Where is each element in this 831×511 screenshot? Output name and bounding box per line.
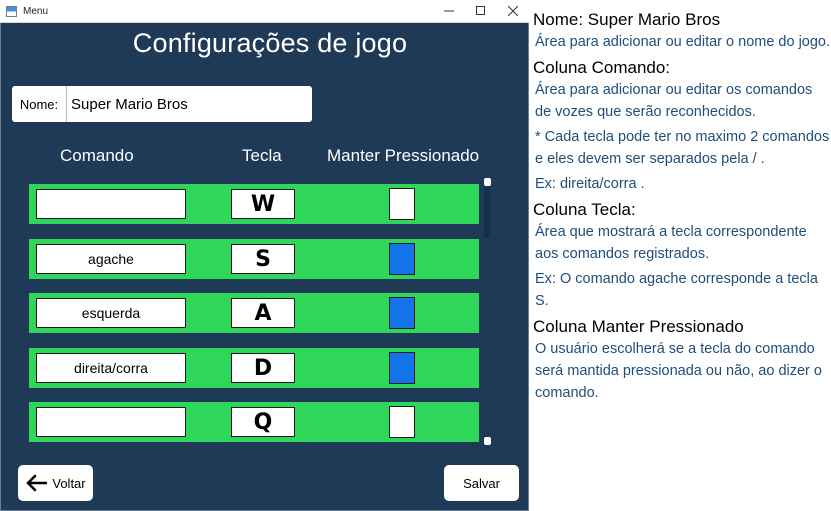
column-header-hold: Manter Pressionado: [327, 146, 480, 165]
help-text: O usuário escolherá se a tecla do comando será mantida pressionada ou não, ao dizer o comando.: [535, 341, 822, 401]
key-field: Q: [231, 407, 295, 437]
help-text: Área que mostrará a tecla correspondente aos comandos registrados.: [535, 224, 807, 262]
column-header-command: Comando: [60, 146, 134, 165]
command-row: [29, 348, 479, 388]
scroll-down-cap[interactable]: [484, 437, 491, 445]
scroll-up-cap[interactable]: [484, 178, 491, 186]
window-controls: [433, 0, 529, 22]
command-input[interactable]: esquerda: [36, 298, 186, 328]
save-button[interactable]: Salvar: [444, 465, 519, 501]
help-title: Coluna Comando:: [533, 58, 671, 77]
close-button[interactable]: [497, 0, 529, 22]
page-title: Configurações de jogo: [132, 28, 408, 58]
command-input[interactable]: direita/corra: [36, 353, 186, 383]
hold-checkbox[interactable]: [389, 297, 415, 329]
key-field: D: [231, 353, 295, 383]
help-section-name: [533, 8, 831, 53]
help-section-command: [533, 56, 831, 195]
help-text: * Cada tecla pode ter no maximo 2 comandos e eles devem ser separados pela / .: [535, 129, 830, 167]
key-field: S: [231, 244, 295, 274]
minimize-icon: [444, 6, 454, 16]
help-panel: [533, 8, 831, 407]
hold-checkbox[interactable]: [389, 352, 415, 384]
maximize-button[interactable]: [465, 0, 497, 22]
help-section-hold: [533, 315, 831, 404]
help-text: Ex: O comando agache corresponde a tecla S.: [535, 271, 818, 309]
title-bar: [0, 0, 529, 23]
name-field-group: [12, 86, 312, 122]
command-input[interactable]: agache: [36, 244, 186, 274]
close-icon: [508, 6, 518, 16]
command-row: [29, 293, 479, 333]
name-input[interactable]: [67, 87, 311, 121]
command-input[interactable]: [36, 189, 186, 219]
help-title: Coluna Tecla:: [533, 200, 636, 219]
key-field: A: [231, 298, 295, 328]
help-title: Coluna Manter Pressionado: [533, 317, 744, 336]
back-button[interactable]: [18, 465, 93, 501]
command-input[interactable]: [36, 407, 186, 437]
back-button-label: Voltar: [52, 475, 86, 491]
hold-checkbox[interactable]: [389, 243, 415, 275]
help-text: Área para adicionar ou editar os comandos de vozes que serão reconhecidos.: [535, 82, 813, 120]
maximize-icon: [476, 6, 486, 16]
app-icon: [6, 6, 17, 17]
hold-checkbox[interactable]: [389, 188, 415, 220]
window-title: Menu: [23, 5, 49, 17]
command-row: [29, 402, 479, 442]
command-row: [29, 184, 479, 224]
help-text: Ex: direita/corra .: [535, 176, 645, 192]
help-title: Nome: Super Mario Bros: [533, 10, 721, 29]
help-text: Área para adicionar ou editar o nome do jogo.: [535, 34, 831, 50]
hold-checkbox[interactable]: [389, 406, 415, 438]
scrollbar-thumb[interactable]: [484, 186, 490, 238]
arrow-left-icon: [25, 474, 47, 492]
key-field: W: [231, 189, 295, 219]
name-label: Nome:: [12, 86, 67, 122]
help-section-key: [533, 198, 831, 312]
minimize-button[interactable]: [433, 0, 465, 22]
command-row: [29, 239, 479, 279]
column-header-key: Tecla: [242, 146, 282, 165]
